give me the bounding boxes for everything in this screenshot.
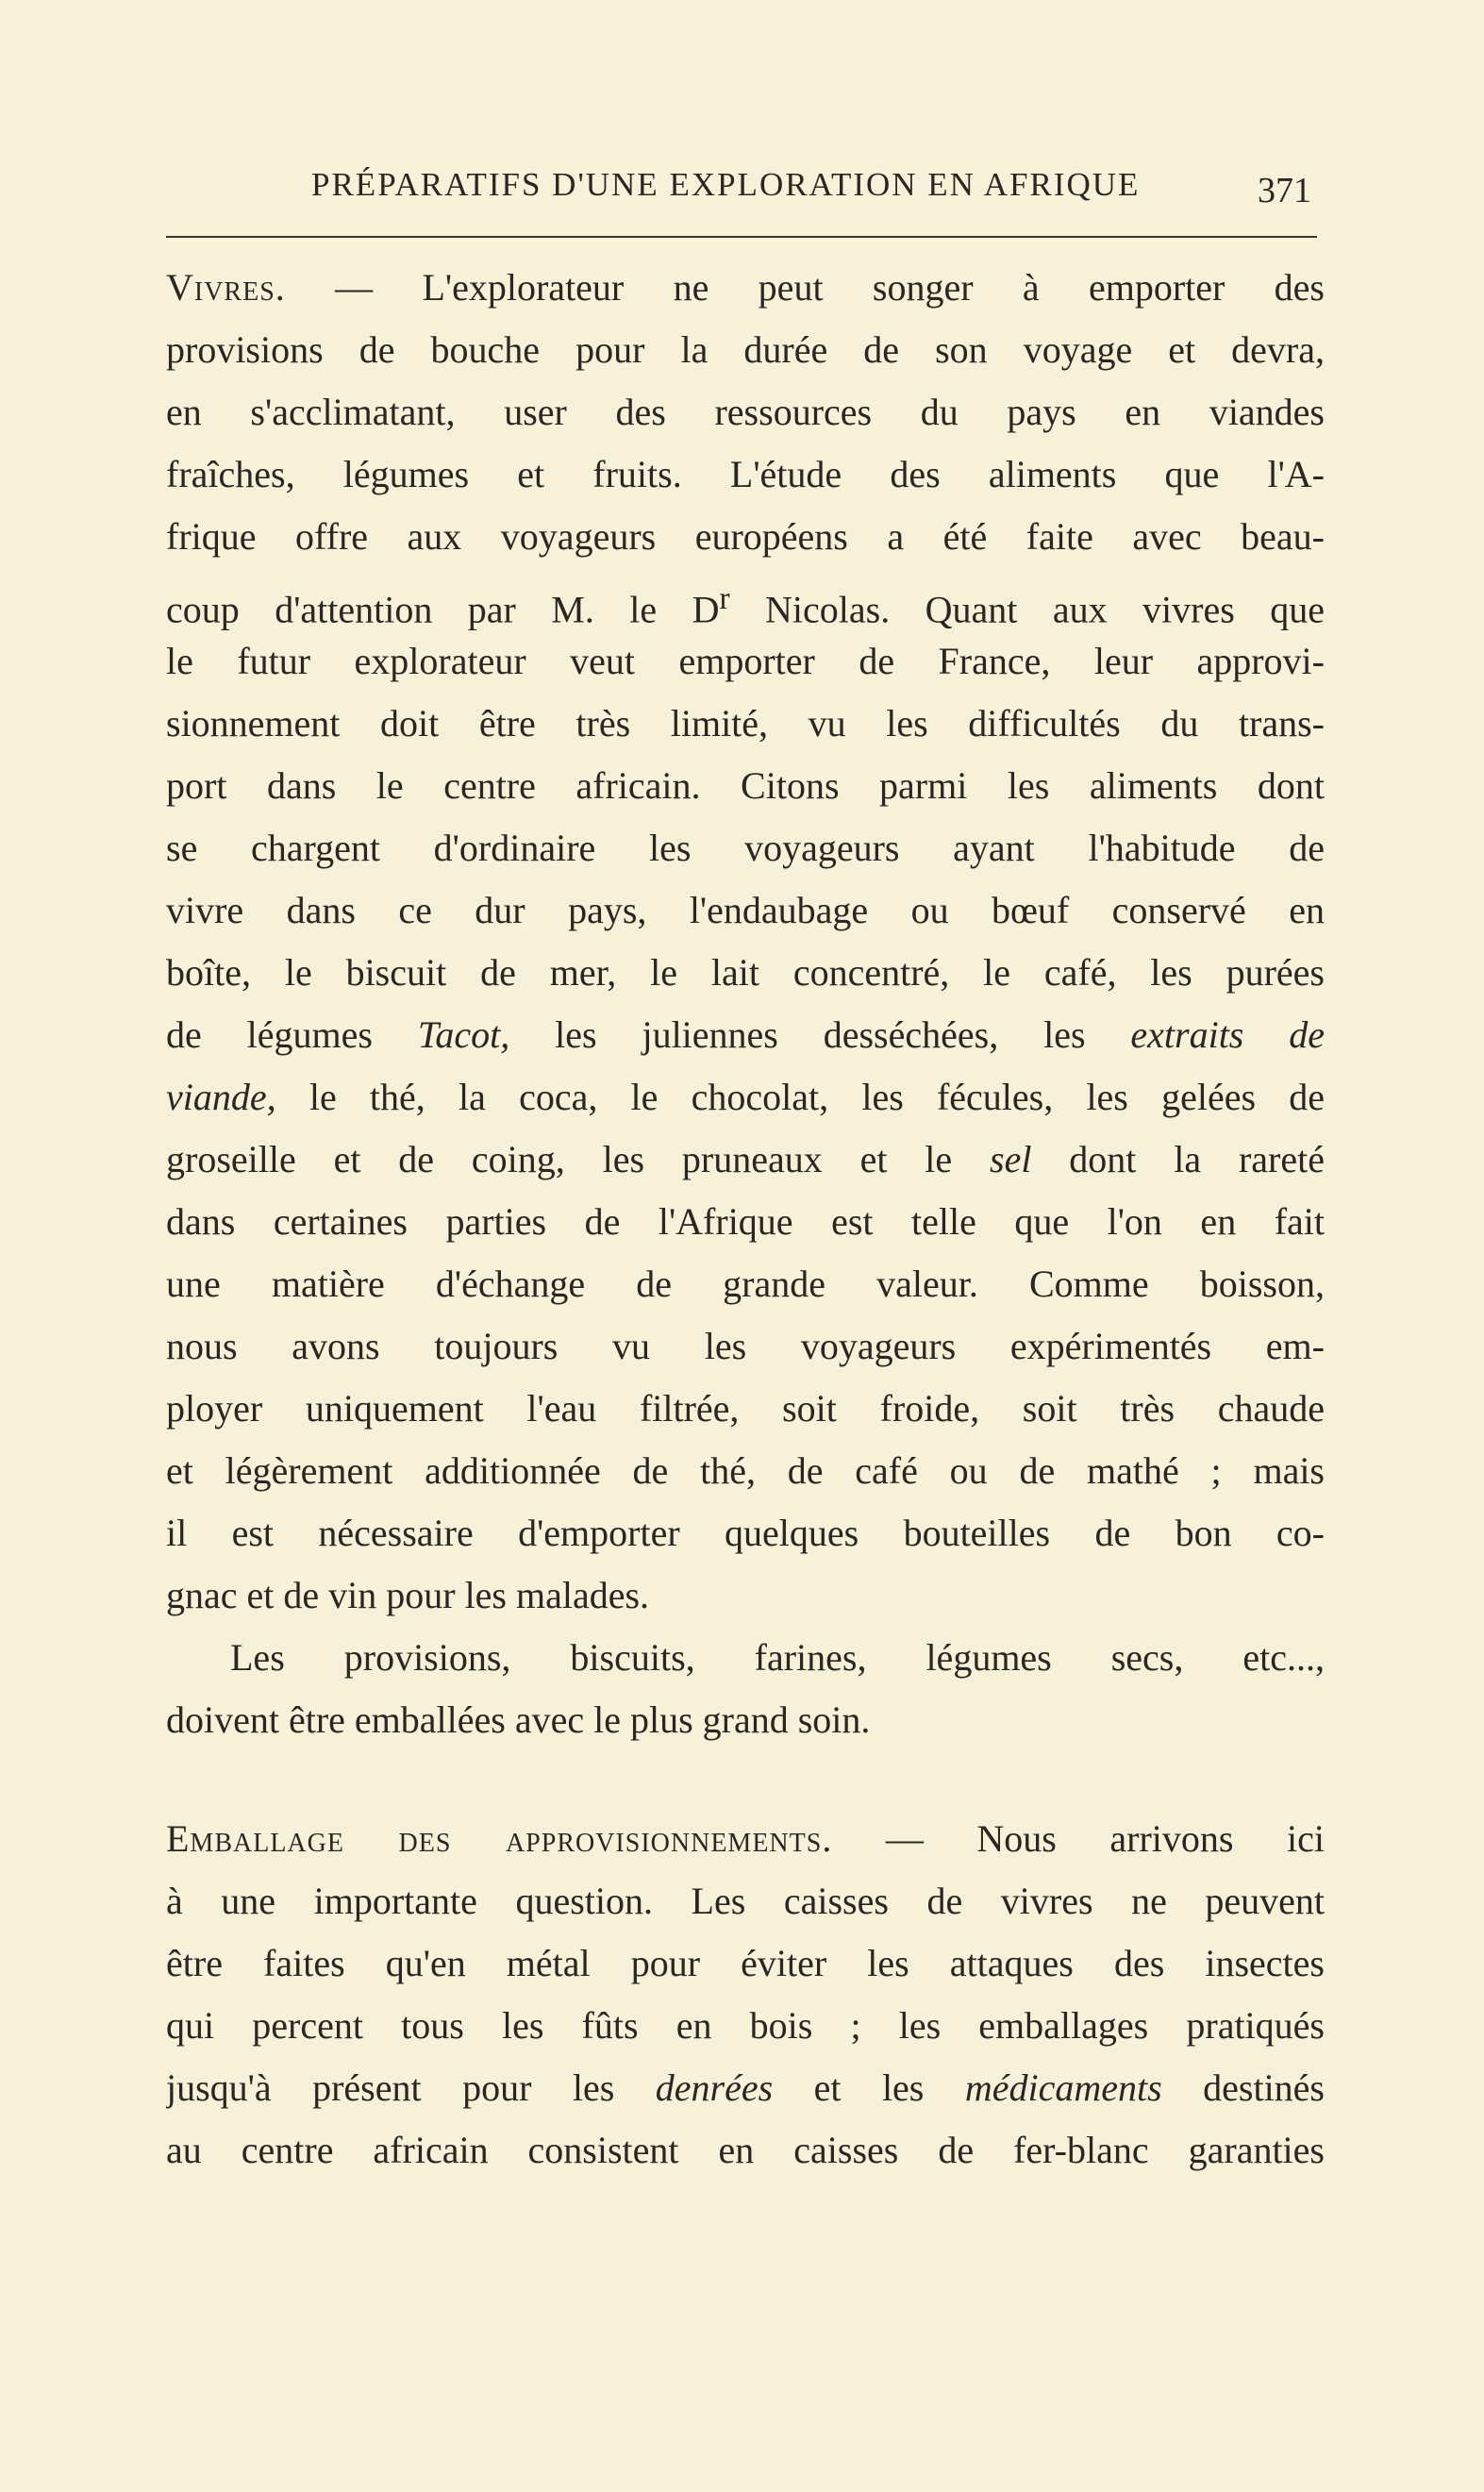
header-rule [166, 236, 1317, 238]
text-line: frique offre aux voyageurs européens a été faite avec beau- [166, 515, 1325, 558]
text-line: vivre dans ce dur pays, l'endaubage ou bœuf conservé en [166, 889, 1325, 931]
body-text [166, 257, 1325, 2182]
text-line: Vivres. — L'explorateur ne peut songer à emporter des [166, 266, 1325, 309]
text-line: être faites qu'en métal pour éviter les attaques des insectes [166, 1942, 1325, 1984]
running-header [311, 159, 1311, 215]
paragraph-gap [166, 1751, 1325, 1808]
section-heading-vivres: Vivres. [166, 266, 286, 309]
section-heading-emballage: Emballage des approvisionnements. [166, 1817, 833, 1860]
text-line: le futur explorateur veut emporter de France, leur approvi- [166, 640, 1325, 682]
text-line: et légèrement additionnée de thé, de café ou de mathé ; mais [166, 1449, 1325, 1492]
text-line: se chargent d'ordinaire les voyageurs ayant l'habitude de [166, 827, 1325, 869]
text-line: nous avons toujours vu les voyageurs expérimentés em- [166, 1325, 1325, 1367]
text-line: Emballage des approvisionnements. — Nous arrivons ici [166, 1817, 1325, 1860]
text-line: port dans le centre africain. Citons parmi les aliments dont [166, 764, 1325, 807]
text-line: Les provisions, biscuits, farines, légumes secs, etc..., [230, 1636, 1325, 1679]
text-line: qui percent tous les fûts en bois ; les emballages pratiqués [166, 2004, 1325, 2047]
page-number: 371 [1258, 171, 1311, 210]
text-line: sionnement doit être très limité, vu les difficultés du trans- [166, 702, 1325, 744]
text-line: il est nécessaire d'emporter quelques bouteilles de bon co- [166, 1512, 1325, 1554]
text-line: une matière d'échange de grande valeur. Comme boisson, [166, 1263, 1325, 1305]
text-line: fraîches, légumes et fruits. L'étude des aliments que l'A- [166, 453, 1325, 495]
text-line: boîte, le biscuit de mer, le lait concentré, le café, les purées [166, 951, 1325, 994]
text-line: provisions de bouche pour la durée de son voyage et devra, [166, 328, 1325, 371]
text-line: en s'acclimatant, user des ressources du pays en viandes [166, 391, 1325, 433]
text-line: de légumes Tacot, les juliennes desséchées, les extraits de [166, 1013, 1325, 1056]
paragraph-vivres [166, 257, 1325, 1751]
text-line: dans certaines parties de l'Afrique est telle que l'on en fait [166, 1200, 1325, 1243]
text-line: viande, le thé, la coca, le chocolat, les fécules, les gelées de [166, 1076, 1325, 1118]
paragraph-emballage [166, 1808, 1325, 2182]
text-line: coup d'attention par M. le $D^r$ Nicolas. Quant aux vivres que [166, 581, 1325, 630]
text-line: doivent être emballées avec le plus grand soin. [166, 1698, 871, 1741]
text-line: gnac et de vin pour les malades. [166, 1574, 650, 1616]
text-line: ployer uniquement l'eau filtrée, soit froide, soit très chaude [166, 1387, 1325, 1430]
text-line: groseille et de coing, les pruneaux et le sel dont la rareté [166, 1138, 1325, 1180]
text-line: au centre africain consistent en caisses de fer-blanc garanties [166, 2129, 1325, 2171]
text-line: à une importante question. Les caisses de vivres ne peuvent [166, 1880, 1325, 1922]
running-title: PRÉPARATIFS D'UNE EXPLORATION EN AFRIQUE [311, 166, 1141, 203]
text-line: jusqu'à présent pour les denrées et les médicaments destinés [166, 2066, 1325, 2109]
